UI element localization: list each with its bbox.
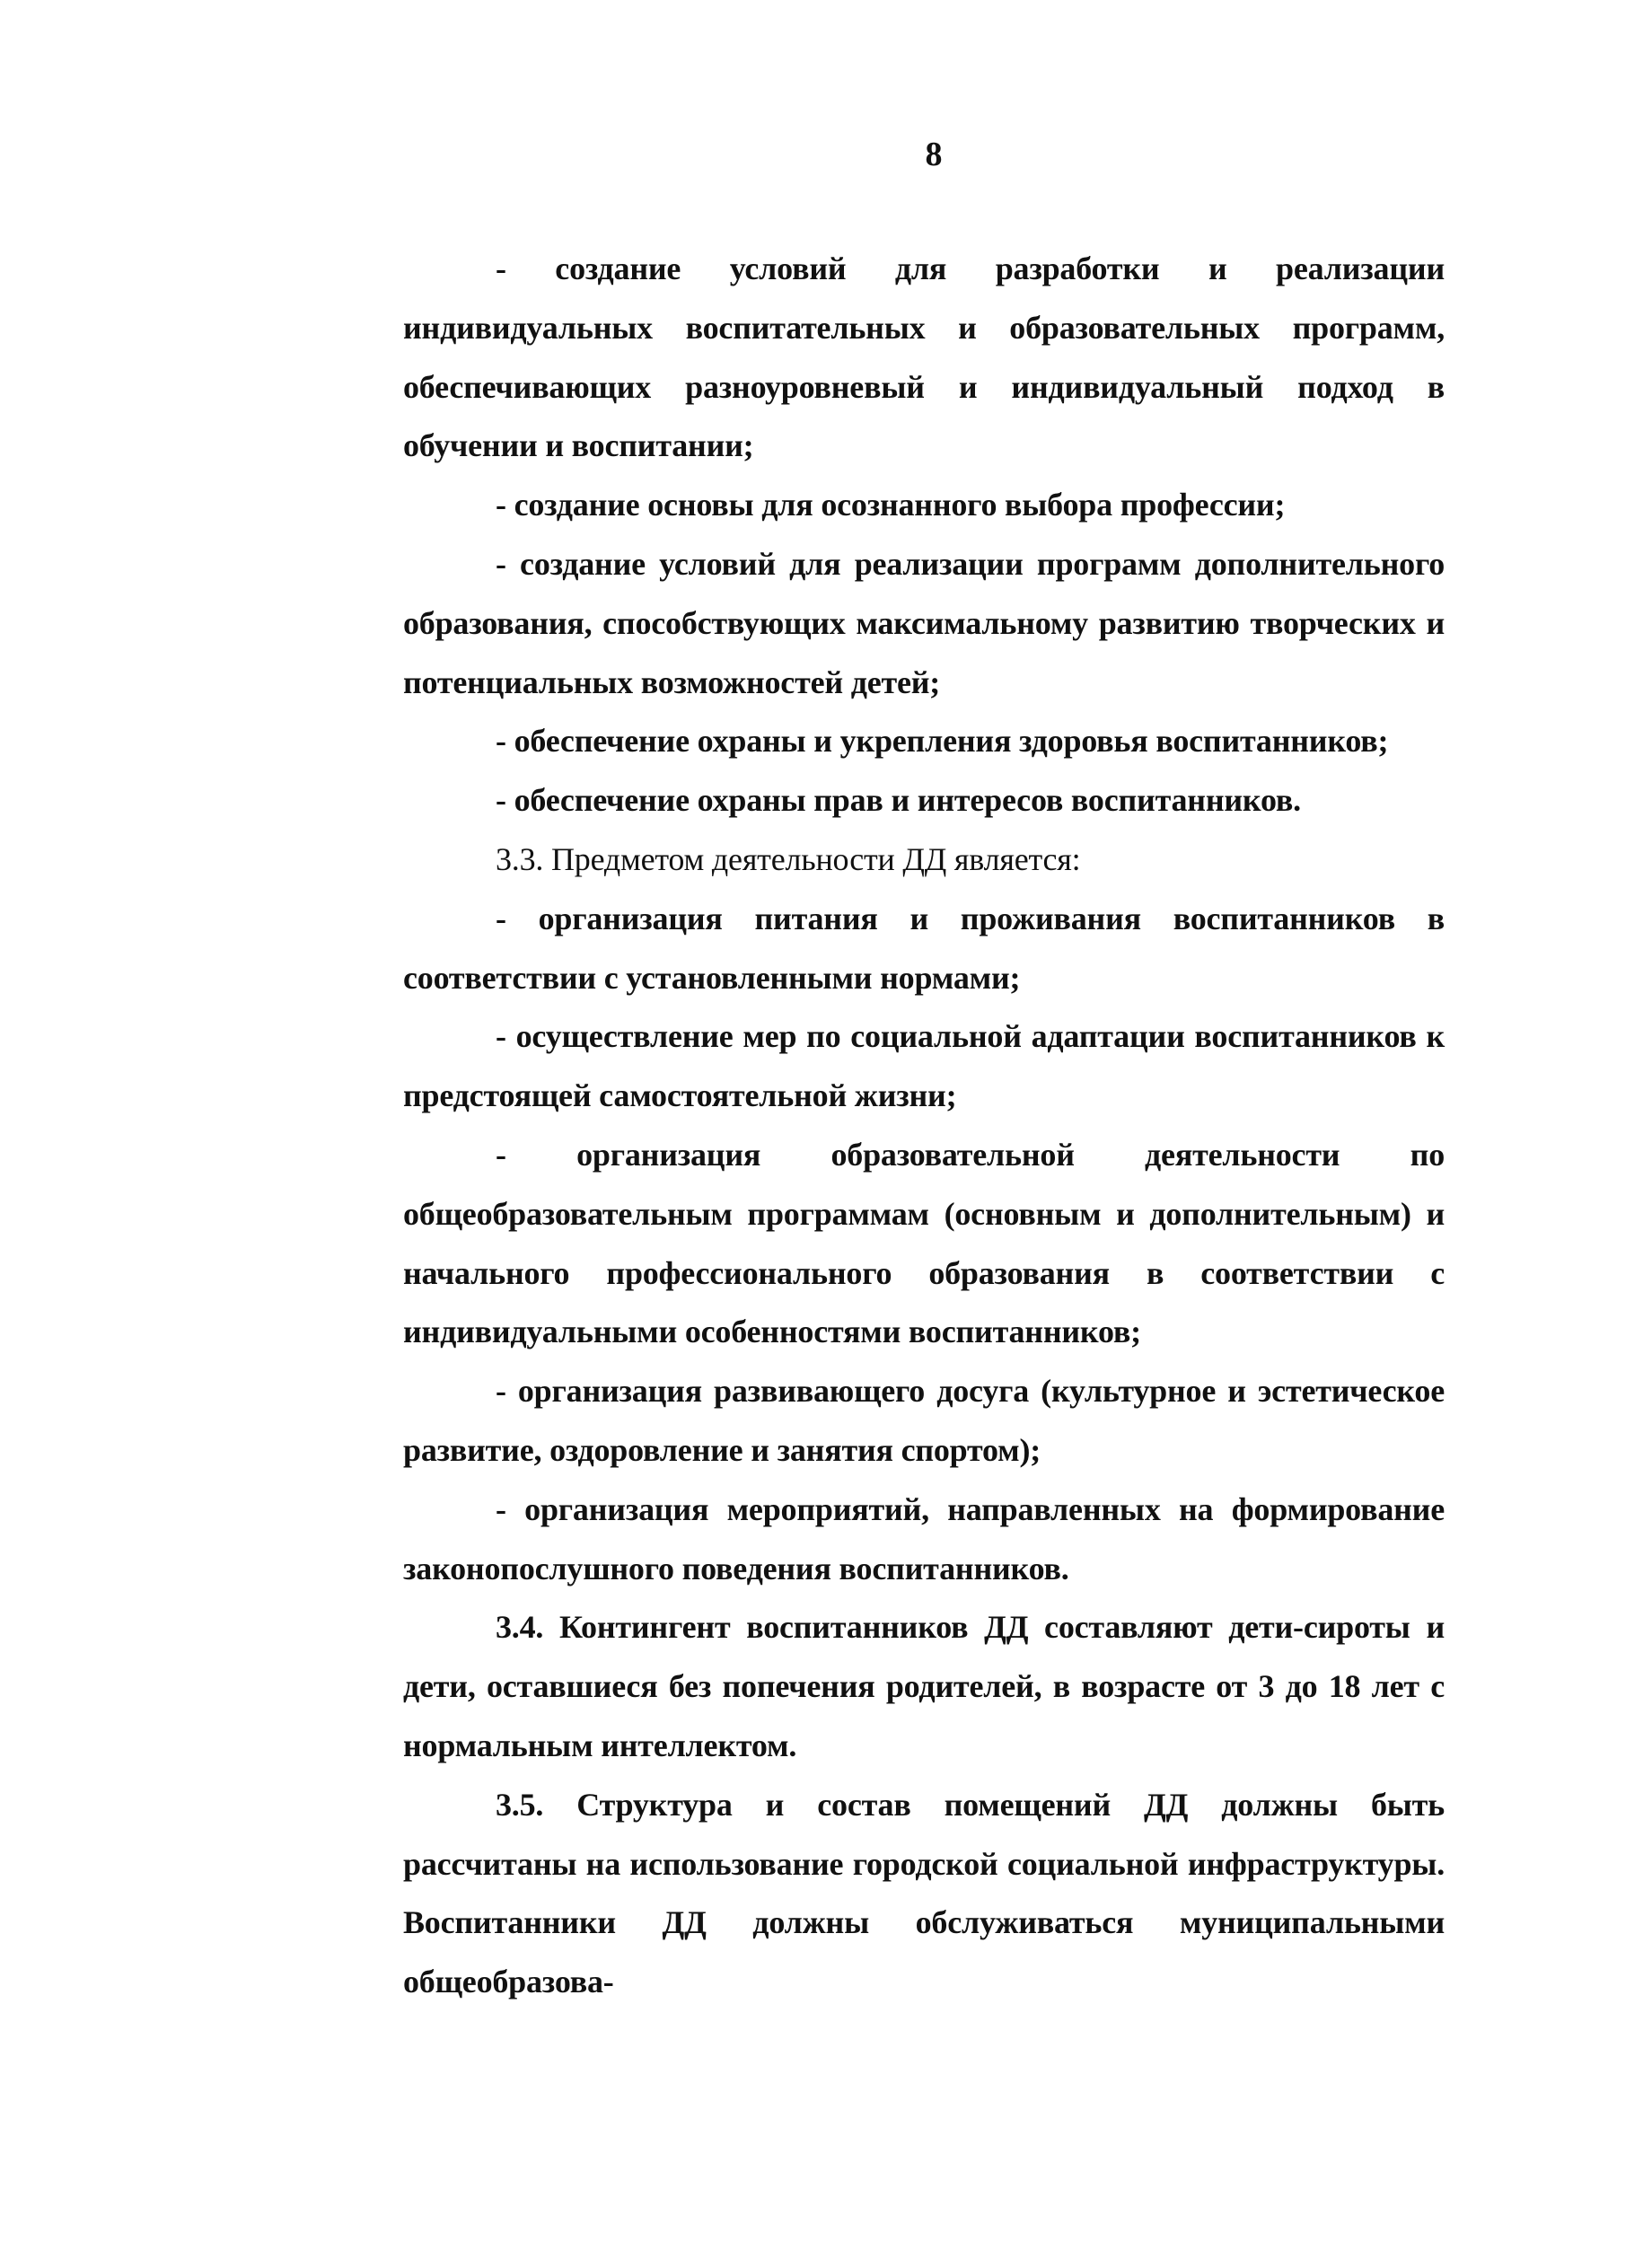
paragraph: - организация развивающего досуга (культурное и эстетическое развитие, оздоровление и занятия спортом); bbox=[403, 1373, 1445, 1468]
paragraph: - обеспечение охраны и укрепления здоровья воспитанников; bbox=[496, 723, 1389, 760]
section-3-5-paragraph: 3.5. Структура и состав помещений ДД должны быть рассчитаны на использование городской социальной инфраструктуры. Воспитанники ДД должны обслуживаться муниципальными общеобразова- bbox=[403, 1786, 1445, 2000]
paragraph: - обеспечение охраны прав и интересов воспитанников. bbox=[496, 782, 1301, 819]
page-number: 8 bbox=[925, 136, 943, 173]
paragraph: - организация образовательной деятельности по общеобразовательным программам (основным и дополнительным) и начального профессионального образования в соответствии с индивидуальными особенностями воспитанников; bbox=[403, 1136, 1445, 1350]
paragraph: - организация мероприятий, направленных на формирование законопослушного поведения воспитанников. bbox=[403, 1490, 1445, 1586]
section-3-4-paragraph: 3.4. Контингент воспитанников ДД составляют дети-сироты и дети, оставшиеся без попечения родителей, в возрасте от 3 до 18 лет с нормальным интеллектом. bbox=[403, 1609, 1445, 1763]
document-body bbox=[403, 240, 1445, 2012]
paragraph: - организация питания и проживания воспитанников в соответствии с установленными нормами; bbox=[403, 900, 1445, 996]
section-heading-3-3: 3.3. Предметом деятельности ДД является: bbox=[496, 840, 1081, 877]
paragraph: - осуществление мер по социальной адаптации воспитанников к предстоящей самостоятельной жизни; bbox=[403, 1018, 1445, 1114]
paragraph: - создание условий для разработки и реализации индивидуальных воспитательных и образовательных программ, обеспечивающих разноуровневый и индивидуальный подход в обучении и воспитании; bbox=[403, 250, 1445, 464]
paragraph: - создание основы для осознанного выбора профессии; bbox=[496, 487, 1286, 523]
paragraph: - создание условий для реализации программ дополнительного образования, способствующих максимальному развитию творческих и потенциальных возможностей детей; bbox=[403, 545, 1445, 700]
